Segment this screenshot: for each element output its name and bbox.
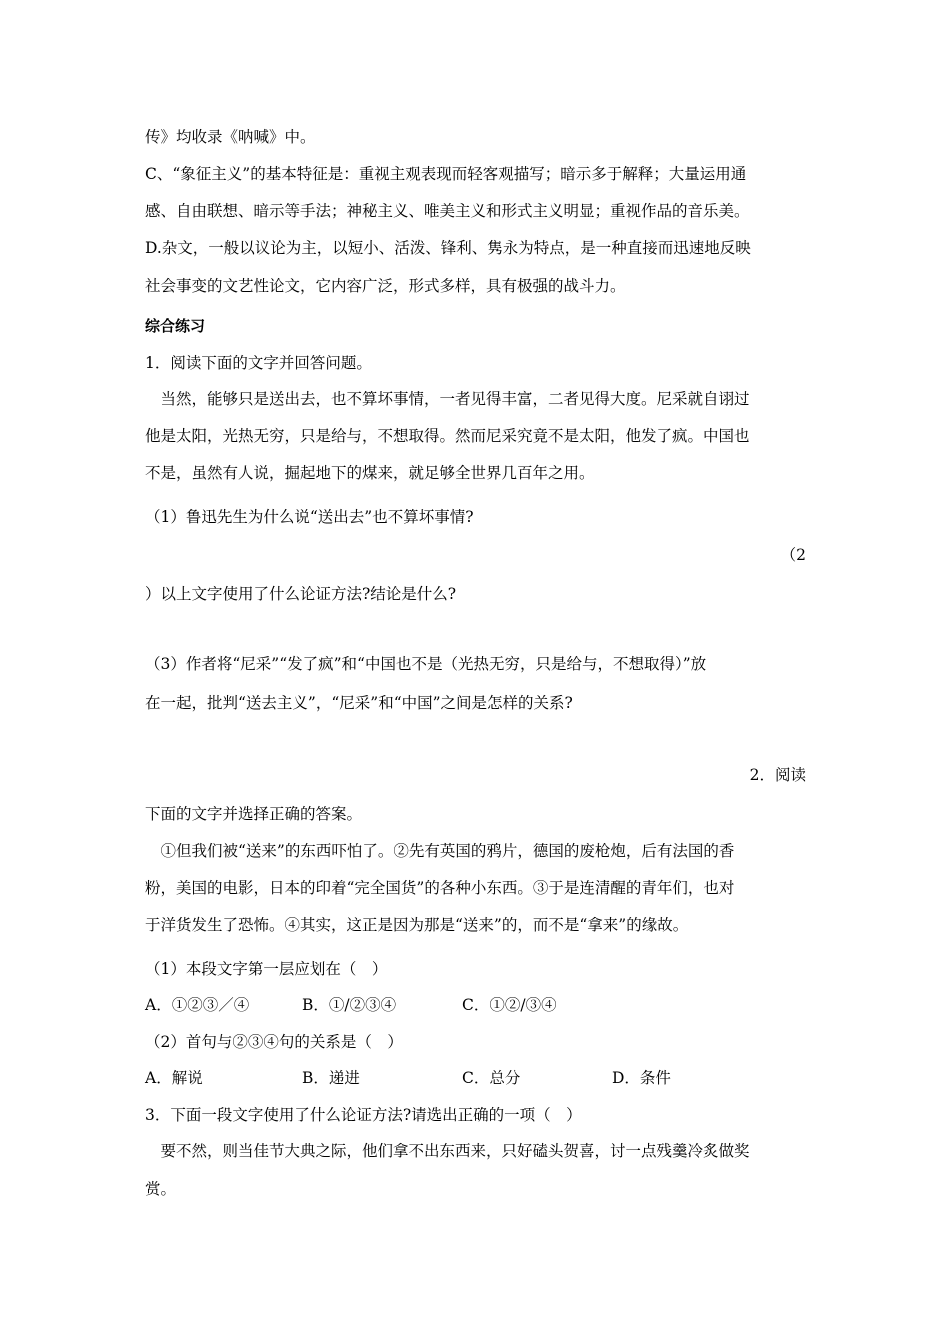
passage-2-line-3: 于洋货发生了恐怖。④其实，这正是因为那是“送来”的，而不是“拿来”的缘故。 (145, 916, 689, 934)
option-c: C．①②/③④ (462, 996, 557, 1014)
question-2-1: （1）本段文字第一层应划在（ ） (145, 960, 388, 978)
question-1-3-cont: 在一起，批判“送去主义”，“尼采”和“中国”之间是怎样的关系? (145, 694, 573, 712)
option-b: B．递进 (302, 1069, 360, 1087)
passage-3-line-1: 要不然，则当佳节大典之际，他们拿不出东西来，只好磕头贺喜，讨一点残羹冷炙做奖 (145, 1142, 750, 1160)
passage-2-line-2: 粉，美国的电影，日本的印着“完全国货”的各种小东西。③于是连清醒的青年们，也对 (145, 879, 735, 897)
question-1-2-start: （2 (780, 546, 806, 564)
passage-1-line-1: 当然，能够只是送出去，也不算坏事情，一者见得丰富，二者见得大度。尼采就自诩过 (145, 390, 750, 408)
option-c-text-cont: 感、自由联想、暗示等手法；神秘主义、唯美主义和形式主义明显；重视作品的音乐美。 (145, 202, 750, 220)
option-c: C．总分 (462, 1069, 521, 1087)
question-1: 1．阅读下面的文字并回答问题。 (145, 354, 372, 372)
question-2: 下面的文字并选择正确的答案。 (145, 805, 363, 823)
question-1-3: （3）作者将“尼采”“发了疯”和“中国也不是（光热无穷，只是给与，不想取得）”放 (145, 655, 707, 673)
option-d-text-cont: 社会事变的文艺性论文，它内容广泛，形式多样，具有极强的战斗力。 (145, 277, 626, 295)
option-b: B．①/②③④ (302, 996, 397, 1014)
option-d: D．条件 (612, 1069, 671, 1087)
passage-1-line-2: 他是太阳，光热无穷，只是给与，不想取得。然而尼采究竟不是太阳，他发了疯。中国也 (145, 427, 750, 445)
option-a: A．解说 (145, 1069, 203, 1087)
question-2-start: 2．阅读 (749, 766, 806, 784)
question-1-2: ）以上文字使用了什么论证方法?结论是什么? (145, 585, 457, 603)
option-d-text: D.杂文，一般以议论为主，以短小、活泼、锋利、隽永为特点，是一种直接而迅速地反映 (145, 239, 751, 257)
option-a: A．①②③／④ (145, 996, 250, 1014)
passage-1-line-3: 不是，虽然有人说，掘起地下的煤来，就足够全世界几百年之用。 (145, 464, 595, 482)
question-1-1: （1）鲁迅先生为什么说“送出去”也不算坏事情? (145, 508, 474, 526)
passage-3-line-2: 赏。 (145, 1180, 177, 1198)
section-heading: 综合练习 (145, 317, 206, 335)
question-3: 3．下面一段文字使用了什么论证方法?请选出正确的一项（ ） (145, 1106, 582, 1124)
passage-2-line-1: ①但我们被“送来”的东西吓怕了。②先有英国的鸦片，德国的废枪炮，后有法国的香 (145, 842, 735, 860)
option-c-text: C、“象征主义”的基本特征是：重视主观表现而轻客观描写；暗示多于解释；大量运用通 (145, 165, 747, 183)
line-1: 传》均收录《呐喊》中。 (145, 128, 316, 146)
question-2-2: （2）首句与②③④句的关系是（ ） (145, 1033, 403, 1051)
